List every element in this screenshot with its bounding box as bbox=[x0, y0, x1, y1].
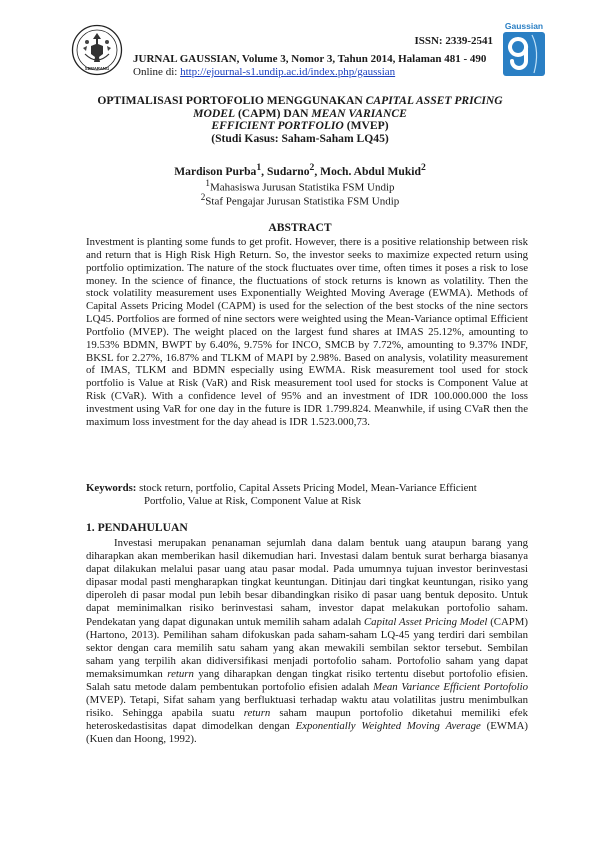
online-line bbox=[133, 66, 395, 78]
body-italic-ewma: Exponentially Weighted Moving Average bbox=[295, 720, 481, 733]
online-label: Online di: bbox=[133, 66, 181, 78]
logo-right-text: Gaussian bbox=[504, 21, 544, 31]
body-text-d: (MVEP). Tetapi, Sifat saham yang berfluktuasi terhadap waktu atau volatilitas justru menimbulkan risiko. Sehingga apabila suatu bbox=[86, 694, 528, 720]
body-text-c: yang diharapkan dengan tingkat risiko tertentu disebut portofolio efisien. Salah satu metode dalam pembentukan portofolio efisien adalah bbox=[86, 667, 529, 694]
keywords-label: Keywords: bbox=[86, 482, 137, 494]
logo-left-text: SEMARANG bbox=[84, 66, 110, 71]
title-line3-italic: EFFICIENT PORTFOLIO bbox=[211, 119, 344, 132]
title-line2-italic-a: MODEL bbox=[193, 106, 236, 120]
keywords bbox=[86, 482, 528, 508]
body-italic-capm: Capital Asset Pricing Model bbox=[363, 615, 488, 628]
paper-title bbox=[40, 95, 560, 145]
issn: ISSN: 2339-2541 bbox=[414, 35, 493, 47]
body-text-b: (CAPM) (Hartono, 2013). Pemilihan saham difokuskan pada saham-saham LQ-45 yang terdiri dari sembilan sektor dengan cara memilih satu saham yang akan mewakili sembilan sektor tersebut. Sembilan saham yang terpilih akan didiversifikasi menjadi portofolio saham. Portofolio saham yang dapat memaksimumkan bbox=[86, 615, 528, 680]
author-1-sup: 1 bbox=[256, 162, 262, 173]
author-list bbox=[40, 162, 560, 178]
keywords-line2: Portfolio, Value at Risk, Component Value at Risk bbox=[144, 495, 362, 507]
author-2-sup: 2 bbox=[309, 162, 315, 173]
journal-citation: JURNAL GAUSSIAN, Volume 3, Nomor 3, Tahun 2014, Halaman 481 - 490 bbox=[133, 53, 487, 65]
section-body bbox=[86, 537, 528, 747]
title-line2-italic-b: MEAN VARIANCE bbox=[311, 106, 407, 120]
title-line1-italic: CAPITAL ASSET PRICING bbox=[365, 94, 503, 107]
body-italic-return-1: return bbox=[167, 667, 194, 680]
gaussian-logo bbox=[500, 21, 548, 77]
keywords-line1: stock return, portfolio, Capital Assets Pricing Model, Mean-Variance Efficient bbox=[136, 482, 477, 494]
body-italic-return-2: return bbox=[243, 707, 271, 720]
body-italic-mvep: Mean Variance Efficient Portofolio bbox=[373, 681, 528, 694]
affiliation-2-text: Staf Pengajar Jurusan Statistika FSM Undip bbox=[205, 195, 400, 208]
title-line1-plain: OPTIMALISASI PORTOFOLIO MENGGUNAKAN bbox=[97, 94, 366, 107]
author-3: , Moch. Abdul Mukid bbox=[314, 164, 421, 178]
journal-url-link[interactable]: http://ejournal-s1.undip.ac.id/index.php/gaussian bbox=[180, 66, 396, 78]
university-logo bbox=[71, 24, 123, 76]
title-subtitle: (Studi Kasus: Saham-Saham LQ45) bbox=[211, 131, 389, 145]
title-line3-plain: (MVEP) bbox=[343, 119, 389, 132]
author-2: , Sudarno bbox=[261, 164, 310, 178]
body-text-a: Investasi merupakan penanaman sejumlah dana dalam bentuk uang ataupun barang yang diharapkan akan memberikan hasil dikemudian hari. Investasi dalam bentuk surat berharga biasanya dapat dilakukan melalui pasar uang atau pasar modal. Pada umumnya tujuan investor berinvestasi dipasar modal pasti mengharapkan tingkat keuntungan. Ditinjau dari tingkat keuntungan, risiko yang diperoleh di pasar modal pun lebih besar dibandingkan risiko di pasar uang bentuk deposito. Untuk dapat meminimalkan risiko berinvestasi saham, investor dapat melakukan portofolio saham. Pendekatan yang dapat digunakan untuk memilih saham adalah bbox=[86, 537, 528, 628]
abstract-text: Investment is planting some funds to get profit. However, there is a positive relationship between risk and return that is High Risk High Return. So, the investor seeks to maximize expected return using portfolio optimization. The nature of the stock fluctuates over time, often times it poses a risk to lose money. In the science of finance, the fluctuations of stock returns is known as volatility. Then the stock volatility measurement uses Exponentially Weighted Moving Average (EWMA). Methods of Capital Assets Pricing Model (CAPM) is used for the selection of the best stocks of the nine sectors LQ45. Portfolios are formed of nine sectors were weighted using the Mean-Variance optimal Efficient Portfolio (MVEP). The weight placed on the largest fund shares at IMAS 25.12%, amounting to 19.53% BDMN, BWPT by 6.40%, 9.75% for INCO, SMCB by 7.72%, amounting to 9.37% INDF, BKSL for 2.27%, 16.87% and TLKM of MAPI by 2.98%. Based on analysis, volatility measurement of IMAS, TLKM and BDMN especially using EWMA. Risk measurement tool used for stock portfolio is Value at Risk (VaR) and Risk measurement tool used for stocks is Component Value at Risk (CVaR). With a confidence level of 95% and an investment of IDR 100.000.000 the loss investment using VaR for one day in the future is IDR 1.799.824. Meanwhile, if using CVaR then the maximum loss investment for the day ahead is IDR 1.523.000,73. bbox=[86, 236, 528, 428]
author-1: Mardison Purba bbox=[174, 164, 257, 178]
title-line2-plain: (CAPM) DAN bbox=[235, 106, 312, 120]
affiliation-2-sup: 2 bbox=[200, 192, 206, 202]
author-3-sup: 2 bbox=[420, 162, 426, 173]
affiliation-1-text: Mahasiswa Jurusan Statistika FSM Undip bbox=[210, 181, 395, 194]
section-heading: 1. PENDAHULUAN bbox=[86, 521, 188, 534]
body-text-f: (EWMA) (Kuen dan Hoong, 1992). bbox=[86, 720, 528, 746]
affiliation-1-sup: 1 bbox=[205, 178, 210, 188]
body-text-e: saham maupun portofolio diketahui memiliki efek heteroskedastisitas dapat dimodelkan dengan bbox=[86, 707, 528, 733]
abstract-heading: ABSTRACT bbox=[268, 221, 332, 234]
affiliation-2 bbox=[40, 192, 560, 208]
